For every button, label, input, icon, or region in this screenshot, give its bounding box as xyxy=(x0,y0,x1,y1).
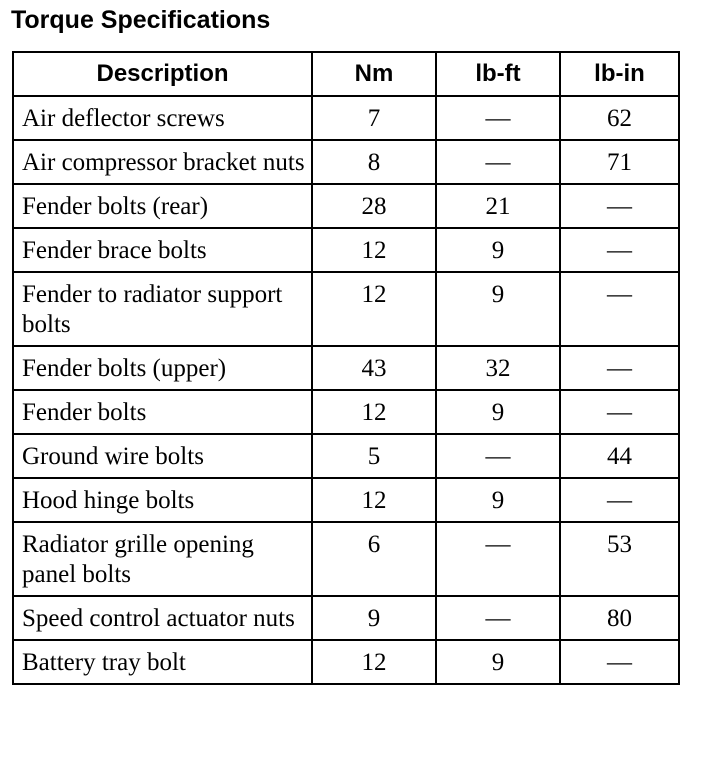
row-lb-ft-value: 9 xyxy=(436,228,560,272)
table-row xyxy=(13,390,679,434)
row-lb-ft-value: 9 xyxy=(436,272,560,346)
page-title: Torque Specifications xyxy=(11,6,271,34)
row-lb-in-value: 53 xyxy=(560,522,679,596)
column-header-description: Description xyxy=(13,52,312,96)
row-lb-in-value: — xyxy=(560,346,679,390)
row-lb-in-value: — xyxy=(560,478,679,522)
row-nm-value: 28 xyxy=(312,184,436,228)
table-row xyxy=(13,640,679,684)
row-lb-ft-value: 9 xyxy=(436,640,560,684)
column-header-nm: Nm xyxy=(312,52,436,96)
row-description: Air compressor bracket nuts xyxy=(13,140,312,184)
torque-spec-table xyxy=(12,51,680,685)
row-lb-in-value: 71 xyxy=(560,140,679,184)
row-nm-value: 8 xyxy=(312,140,436,184)
row-description: Battery tray bolt xyxy=(13,640,312,684)
row-description: Radiator grille opening panel bolts xyxy=(13,522,312,596)
table-row xyxy=(13,228,679,272)
row-lb-ft-value: — xyxy=(436,522,560,596)
table-header-row xyxy=(13,52,679,96)
row-nm-value: 6 xyxy=(312,522,436,596)
row-lb-ft-value: — xyxy=(436,596,560,640)
row-lb-ft-value: 21 xyxy=(436,184,560,228)
row-description: Fender bolts (rear) xyxy=(13,184,312,228)
row-nm-value: 43 xyxy=(312,346,436,390)
table-row xyxy=(13,96,679,140)
table-row xyxy=(13,346,679,390)
table-row xyxy=(13,522,679,596)
row-description: Speed control actuator nuts xyxy=(13,596,312,640)
row-description: Fender to radiator support bolts xyxy=(13,272,312,346)
table-row xyxy=(13,140,679,184)
row-lb-ft-value: — xyxy=(436,140,560,184)
row-lb-in-value: 44 xyxy=(560,434,679,478)
row-lb-in-value: — xyxy=(560,184,679,228)
row-description: Ground wire bolts xyxy=(13,434,312,478)
row-lb-ft-value: — xyxy=(436,96,560,140)
row-lb-in-value: — xyxy=(560,390,679,434)
row-description: Fender bolts (upper) xyxy=(13,346,312,390)
row-description: Fender bolts xyxy=(13,390,312,434)
table-row xyxy=(13,478,679,522)
row-lb-in-value: 80 xyxy=(560,596,679,640)
table-row xyxy=(13,596,679,640)
row-nm-value: 5 xyxy=(312,434,436,478)
row-description: Air deflector screws xyxy=(13,96,312,140)
row-nm-value: 12 xyxy=(312,228,436,272)
row-lb-ft-value: 9 xyxy=(436,390,560,434)
table-row xyxy=(13,272,679,346)
row-lb-in-value: — xyxy=(560,640,679,684)
row-description: Hood hinge bolts xyxy=(13,478,312,522)
row-lb-ft-value: 9 xyxy=(436,478,560,522)
row-nm-value: 9 xyxy=(312,596,436,640)
row-nm-value: 12 xyxy=(312,390,436,434)
row-lb-in-value: — xyxy=(560,228,679,272)
row-lb-in-value: — xyxy=(560,272,679,346)
column-header-lb-ft: lb-ft xyxy=(436,52,560,96)
column-header-lb-in: lb-in xyxy=(560,52,679,96)
row-lb-ft-value: — xyxy=(436,434,560,478)
row-nm-value: 12 xyxy=(312,272,436,346)
table-row xyxy=(13,434,679,478)
row-description: Fender brace bolts xyxy=(13,228,312,272)
row-lb-ft-value: 32 xyxy=(436,346,560,390)
row-nm-value: 7 xyxy=(312,96,436,140)
row-nm-value: 12 xyxy=(312,478,436,522)
row-nm-value: 12 xyxy=(312,640,436,684)
row-lb-in-value: 62 xyxy=(560,96,679,140)
table-row xyxy=(13,184,679,228)
